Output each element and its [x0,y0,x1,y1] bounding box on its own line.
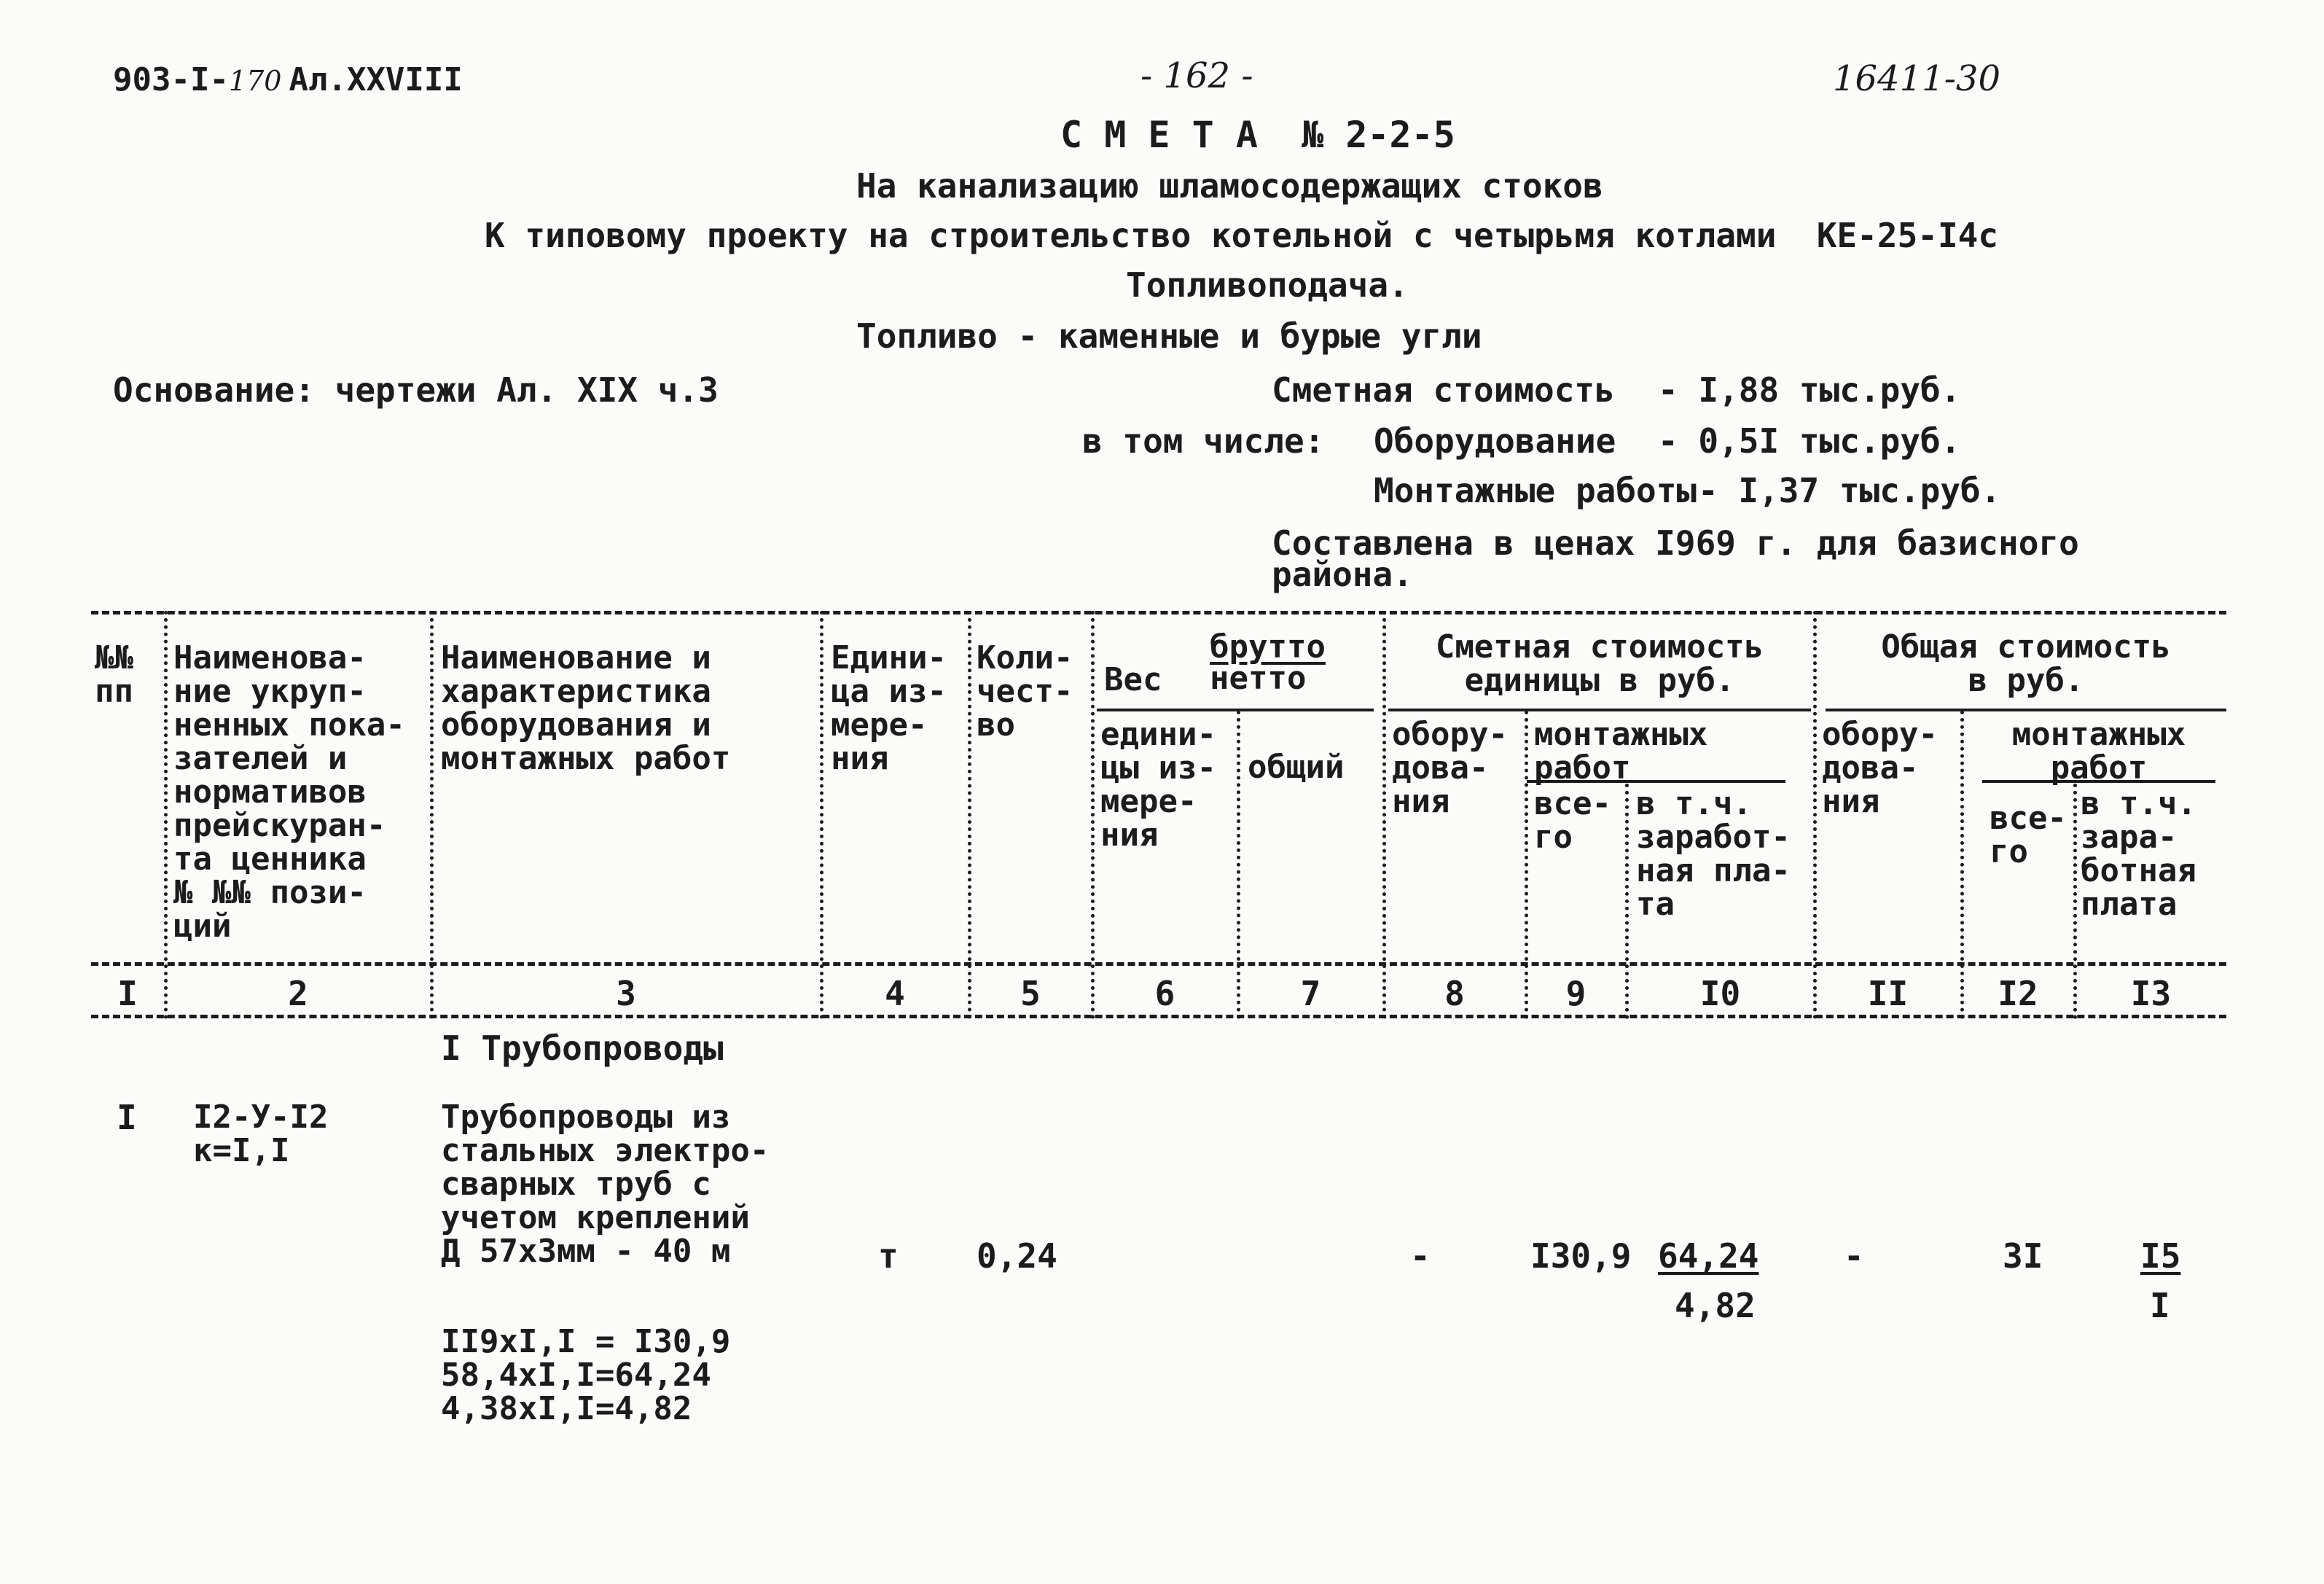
title-line-2: На канализацию шламосодержащих стоков [856,166,1603,206]
row-mount-wage-extra: 4,82 [1675,1286,1756,1325]
col-sep-6 [1237,711,1240,1019]
header-total-equip: обору- дова- ния [1822,716,1938,820]
header-total-cost: Общая стоимость в руб. [1881,628,2171,699]
col-sep-11 [1960,711,1964,1019]
doc-code-tail: Ал.XXVIII [289,61,463,98]
table-top-rule [91,611,2226,615]
title-line-5: Топливо - каменные и бурые угли [856,316,1482,356]
table-header-bottom-rule [91,962,2226,966]
equip-label: Оборудование [1374,421,1616,461]
row-code: I2-У-I2 к=I,I [193,1099,329,1169]
incl-label: в том числе: [1082,421,1325,461]
colnum-3: 3 [616,974,636,1013]
page-number: - 162 - [1141,55,1253,96]
col-sep-2 [430,611,434,1019]
col-sep-8 [1525,711,1528,1019]
header-quantity: Коли- чест- во [977,639,1073,744]
header-description: Наименование и характеристика оборудования и монтажных работ [441,639,731,777]
colnum-9: 9 [1565,974,1586,1013]
colnum-2: 2 [288,974,308,1013]
section-title [441,1029,724,1068]
col-sep-3 [820,611,823,1019]
row-mount-wage: 64,24 [1658,1236,1759,1276]
header-total-mount: монтажных работ [2011,716,2186,787]
row-description: Трубопроводы из стальных электро- сварных труб с учетом креплений Д 57х3мм - 40 м [441,1099,770,1270]
header-weight: Вес [1104,661,1162,698]
weight-subheader-rule [1097,709,1374,711]
colnum-8: 8 [1444,974,1465,1013]
col-sep-1 [164,611,168,1019]
col-sep-7 [1382,611,1386,1019]
header-unit-mount: монтажных работ [1534,716,1708,787]
row-total-wage-extra: I [2150,1286,2170,1325]
col-sep-4 [968,611,971,1019]
header-unit-mount-wage: в т.ч. заработ- ная пла- та [1636,785,1791,923]
col-sep-10 [1813,611,1817,1019]
header-weight-total: общий [1248,749,1345,786]
unit-cost-subheader-rule [1388,709,1811,711]
header-unit-equip: обору- дова- ния [1392,716,1508,820]
header-code: Наименова- ние укруп- ненных пока- зателей и нормативов прейскуран- та ценника № №№ пози- ций [173,639,405,945]
basis: Основание: чертежи Ал. XIX ч.3 [113,370,719,410]
prices-line-2: района. [1272,555,1413,594]
row-unit: т [878,1236,899,1276]
doc-code-prefix: 903-I- [113,61,229,98]
equip-value: - 0,5I тыс.руб. [1658,421,1961,461]
row-quantity: 0,24 [977,1236,1057,1276]
row-mount-total: I30,9 [1530,1236,1632,1276]
row-calc: II9хI,I = I30,9 58,4хI,I=64,24 4,38хI,I=4,82 [441,1323,731,1427]
row-total-wage: I5 [2140,1236,2181,1276]
title-line-3: К типовому проекту на строительство котельной с четырьмя котлами КЕ-25-I4с [485,216,1999,255]
column-numbers-rule [91,1015,2226,1018]
doc-code [113,61,463,98]
total-cost-subheader-rule [1826,709,2226,711]
colnum-5: 5 [1020,974,1041,1013]
prices-line-1: Составлена в ценах I969 г. для базисного [1272,523,2079,563]
colnum-12: I2 [1998,974,2038,1013]
header-netto: нетто [1210,660,1307,697]
mount-value: - I,37 тыс.руб. [1698,471,2001,510]
header-num: №№ пп [95,639,133,710]
colnum-1: I [117,974,138,1013]
cost-value: - I,88 тыс.руб. [1658,370,1961,410]
colnum-11: II [1867,974,1909,1013]
title-line-1: С М Е Т А № 2-2-5 [1060,114,1455,156]
colnum-4: 4 [885,974,905,1013]
mount-label: Монтажные работы [1374,471,1697,510]
header-total-mount-wage: в т.ч. зара- ботная плата [2081,785,2196,923]
col-sep-5 [1091,611,1095,1019]
doc-code-handwritten: 170 [228,65,282,97]
header-unit-cost: Сметная стоимость единицы в руб. [1435,628,1764,699]
row-equip-unit: - [1410,1236,1431,1276]
colnum-7: 7 [1300,974,1321,1013]
row-total-mount: 3I [2003,1236,2043,1276]
header-weight-unit: едини- цы из- мере- ния [1100,716,1216,854]
row-equip-total: - [1844,1236,1864,1276]
row-num: I [117,1098,137,1137]
header-brutto: брутто [1210,628,1326,666]
section-title-text: I Трубопроводы [441,1029,724,1068]
right-code: 16411-30 [1833,58,2000,99]
title-line-4: Топливоподача. [1126,265,1409,305]
header-total-mount-total: все- го [1990,800,2067,870]
colnum-13: I3 [2130,974,2172,1013]
cost-label: Сметная стоимость [1272,370,1615,410]
colnum-6: 6 [1154,974,1175,1013]
colnum-10: I0 [1699,974,1741,1013]
header-unit-mount-total: все- го [1534,785,1611,856]
header-unit: Едини- ца из- мере- ния [831,639,947,777]
